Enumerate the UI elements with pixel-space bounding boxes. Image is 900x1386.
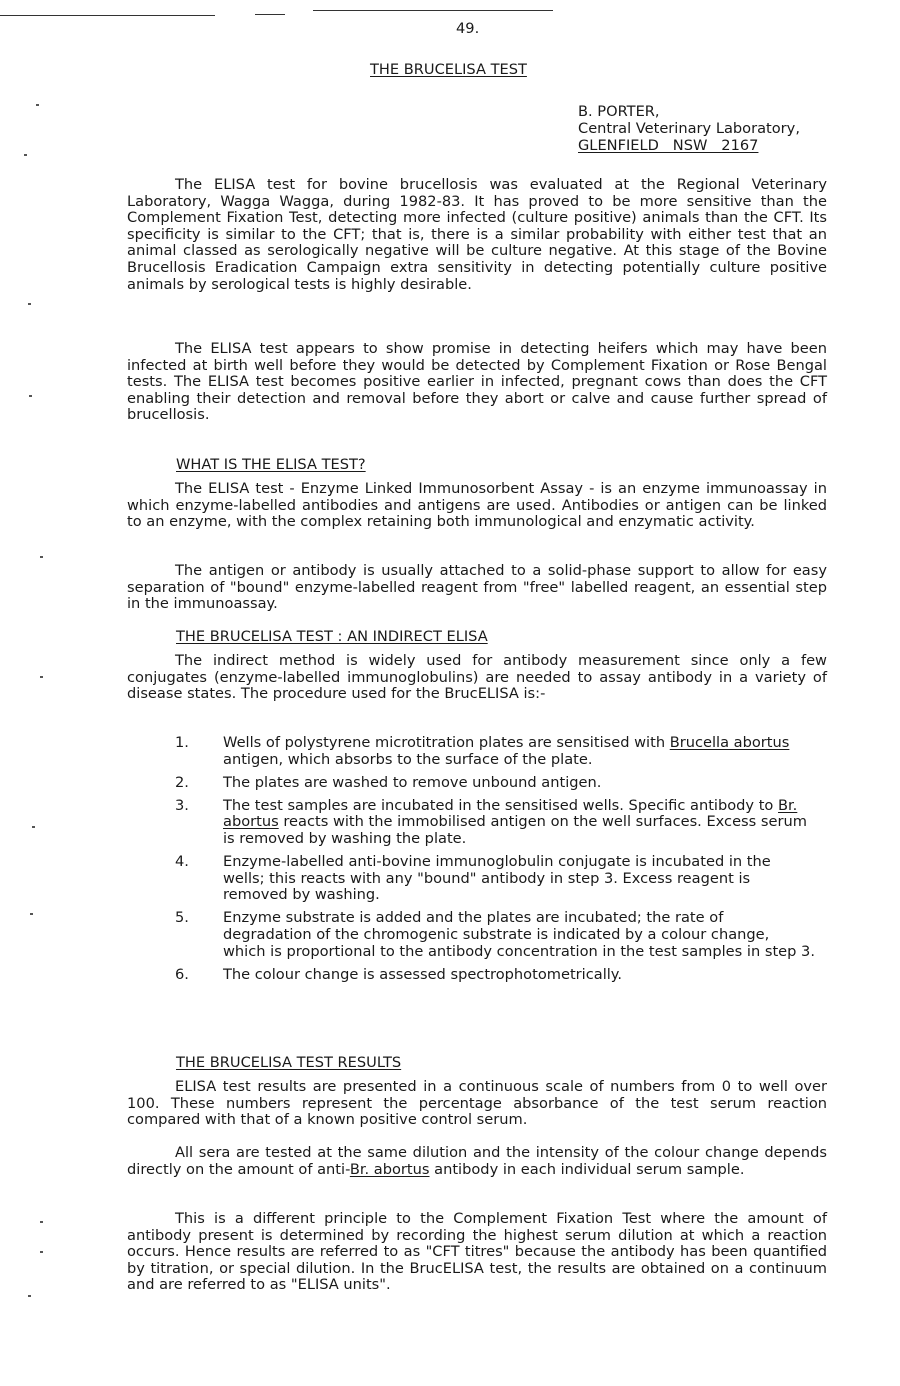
step-number: 2.: [175, 773, 189, 791]
results-paragraph-3-text: This is a different principle to the Complement Fixation Test where the amount of antibody present is determined by recording the highest serum dilution at which a reaction occurs. Hence results are referred to as "CFT titres" because the antibody has been quantified by titration, or special dilution. In the BrucELISA test, the results are obtained on a continuum and are referred to as "ELISA units".: [127, 1210, 827, 1294]
step-number: 1.: [175, 734, 189, 751]
author-location: GLENFIELD NSW 2167: [578, 137, 759, 154]
margin-speck: [28, 303, 31, 305]
procedure-step: [175, 775, 815, 792]
step-text: [223, 735, 815, 768]
step-text: [223, 967, 815, 984]
step-text-part: reacts with the immobilised antigen on the well surfaces. Excess serum is removed by washing the plate.: [223, 813, 807, 847]
step-number: 4.: [175, 853, 189, 871]
margin-speck: [36, 104, 39, 106]
step-text-part: The colour change is assessed spectrophotometrically.: [223, 965, 622, 983]
results-paragraph-3: [127, 1211, 827, 1294]
step-text-part: The plates are washed to remove unbound antigen.: [223, 773, 602, 791]
margin-speck: [40, 1221, 43, 1223]
procedure-step: [175, 735, 815, 768]
intro-paragraph-2: [127, 341, 827, 424]
top-rule-right: [313, 10, 553, 11]
step-text-part: The test samples are incubated in the sensitised wells. Specific antibody to: [223, 796, 778, 814]
results-paragraph-1-text: ELISA test results are presented in a continuous scale of numbers from 0 to well over 100. These numbers represent the percentage absorbance of the test serum reaction compared with that of a known positive control serum.: [127, 1078, 827, 1129]
step-species-name: Br. abortus: [223, 796, 798, 831]
results-paragraph-1: [127, 1079, 827, 1129]
step-species-name: Brucella abortus: [669, 734, 790, 751]
what-is-paragraph-2-text: The antigen or antibody is usually attached to a solid-phase support to allow for easy separation of "bound" enzyme-labelled reagent from "free" labelled reagent, an essential step in the immunoassay.: [127, 562, 827, 613]
results-paragraph-2-text-a: All sera are tested at the same dilution and the intensity of the colour change depends directly on the amount of anti-: [127, 1144, 827, 1178]
what-is-paragraph-1: [127, 481, 827, 531]
margin-speck: [40, 676, 43, 678]
margin-speck: [28, 1295, 31, 1297]
step-text-part: antigen, which absorbs to the surface of the plate.: [223, 750, 593, 768]
margin-speck: [29, 395, 32, 397]
step-text: [223, 798, 815, 848]
step-text: [223, 775, 815, 792]
results-paragraph-2: [127, 1145, 827, 1178]
step-text: [223, 910, 815, 960]
step-number: 3.: [175, 796, 189, 814]
what-is-paragraph-1-text: The ELISA test - Enzyme Linked Immunosorbent Assay - is an enzyme immunoassay in which enzyme-labelled antibodies and antigens are used. Antibodies or antigen can be linked to an enzyme, with the complex retaining both immunological and enzymatic activity.: [127, 480, 827, 531]
margin-speck: [24, 154, 27, 156]
margin-speck: [30, 913, 33, 915]
procedure-step: [175, 910, 815, 960]
margin-speck: [40, 1251, 43, 1253]
step-number: 6.: [175, 965, 189, 983]
step-text-part: Wells of polystyrene microtitration plates are sensitised with: [223, 734, 670, 751]
intro-paragraph-1: [127, 177, 827, 293]
top-rule-mid: [255, 14, 285, 15]
results-paragraph-2-species: Br. abortus: [349, 1160, 430, 1178]
margin-speck: [32, 826, 35, 828]
procedure-steps-list: [175, 735, 815, 990]
step-text-part: Enzyme-labelled anti-bovine immunoglobulin conjugate is incubated in the wells; this reacts with any "bound" antibody in step 3. Excess reagent is removed by washing.: [223, 853, 771, 904]
heading-what-is-elisa: WHAT IS THE ELISA TEST?: [176, 456, 366, 473]
heading-results: THE BRUCELISA TEST RESULTS: [176, 1054, 402, 1071]
step-number: 5.: [175, 909, 189, 927]
results-paragraph-2-text-b: antibody in each individual serum sample.: [429, 1160, 745, 1178]
indirect-paragraph-text: The indirect method is widely used for antibody measurement since only a few conjugates (enzyme-labelled immunoglobulins) are needed to assay antibody in a variety of disease states. The procedure used for the BrucELISA is:-: [127, 652, 827, 703]
author-block: [578, 103, 800, 154]
procedure-step: [175, 854, 815, 904]
heading-indirect-elisa: THE BRUCELISA TEST : AN INDIRECT ELISA: [176, 628, 488, 645]
step-text-part: Enzyme substrate is added and the plates are incubated; the rate of degradation of the chromogenic substrate is indicated by a colour change, which is proportional to the antibody concentration in the test samples in step 3.: [223, 909, 815, 960]
page-number: 49.: [456, 20, 480, 37]
page-title: THE BRUCELISA TEST: [370, 61, 527, 78]
what-is-paragraph-2: [127, 563, 827, 613]
procedure-step: [175, 967, 815, 984]
margin-speck: [40, 556, 43, 558]
step-text: [223, 854, 815, 904]
indirect-paragraph: [127, 653, 827, 703]
intro-paragraph-1-text: The ELISA test for bovine brucellosis was evaluated at the Regional Veterinary Laboratory, Wagga Wagga, during 1982-83. It has proved to be more sensitive than the Complement Fixation Test, detecting more infected (culture positive) animals than the CFT. Its specificity is similar to the CFT; that is, there is a similar probability with either test that an animal classed as serologically negative will be culture negative. At this stage of the Bovine Brucellosis Eradication Campaign extra sensitivity in detecting potentially culture positive animals by serological tests is highly desirable.: [127, 176, 827, 293]
intro-paragraph-2-text: The ELISA test appears to show promise in detecting heifers which may have been infected at birth well before they would be detected by Complement Fixation or Rose Bengal tests. The ELISA test becomes positive earlier in infected, pregnant cows than does the CFT enabling their detection and removal before they abort or calve and cause further spread of brucellosis.: [127, 340, 827, 424]
author-institution: Central Veterinary Laboratory,: [578, 120, 800, 137]
author-name: B. PORTER,: [578, 103, 660, 120]
procedure-step: [175, 798, 815, 848]
top-rule-left: [0, 15, 215, 16]
